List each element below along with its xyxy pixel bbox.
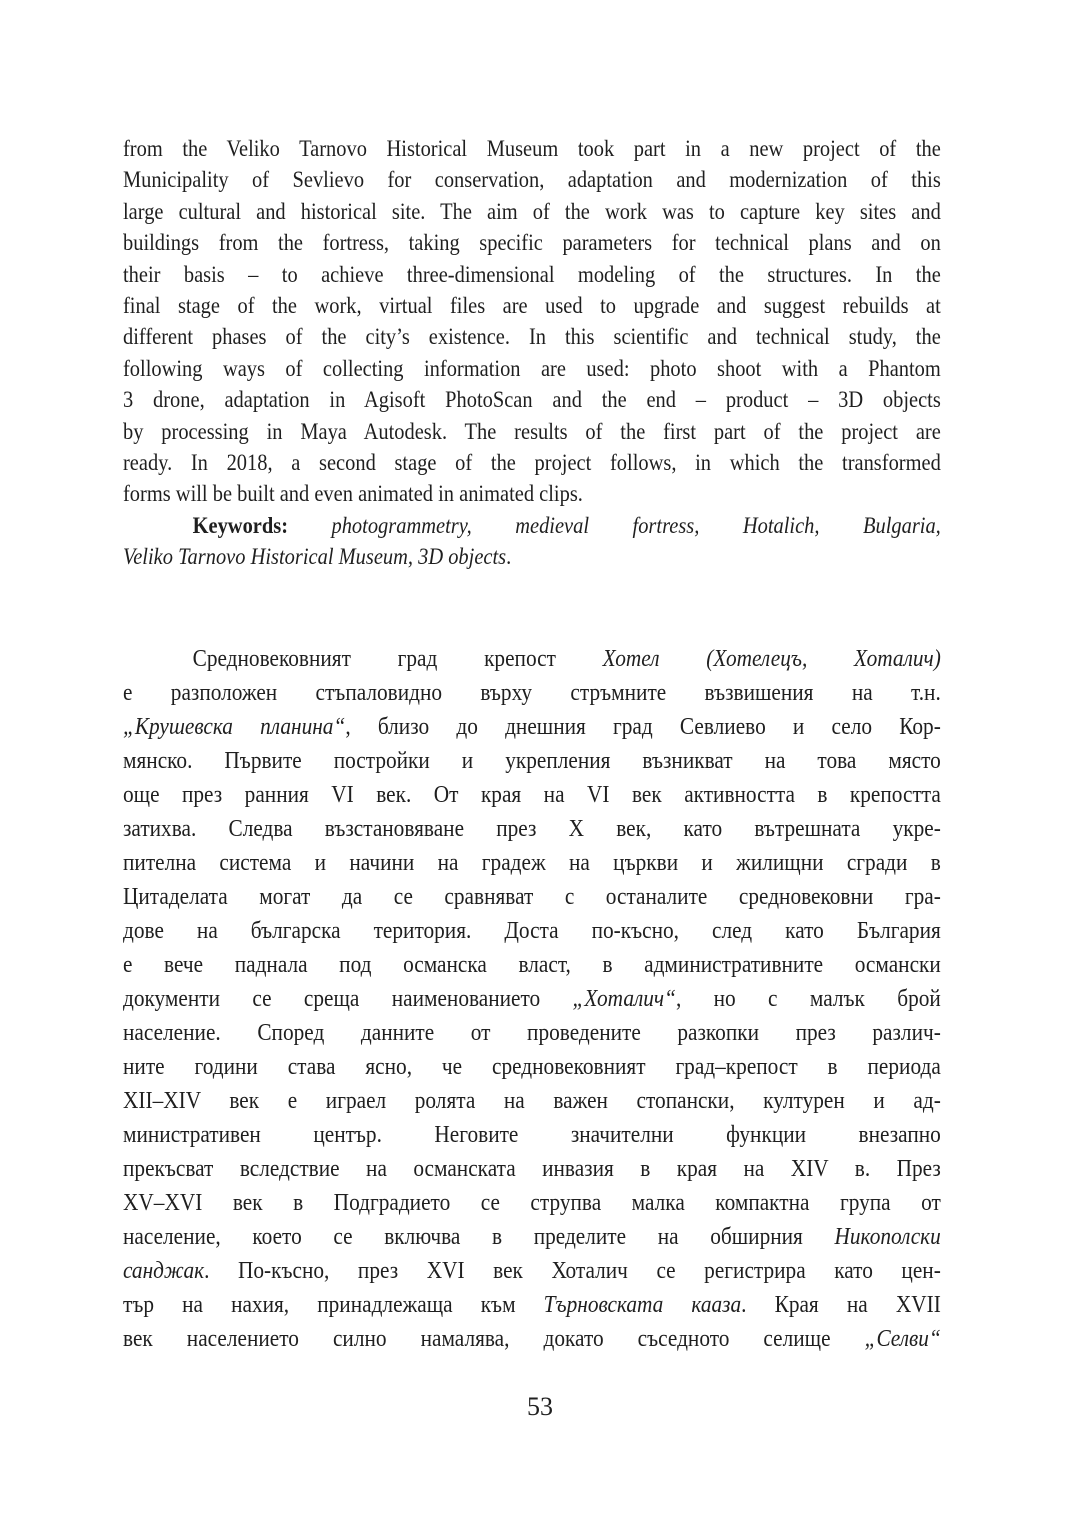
text-segment: пителна система и начини на градеж на църкви и жилищни сгради в <box>123 849 941 876</box>
text-segment: large cultural and historical site. The aim of the work was to capture key sites and <box>123 198 941 225</box>
text-segment: Municipality of Sevlievo for conservation, adaptation and modernization of this <box>123 167 941 194</box>
text-segment: following ways of collecting information are used: photo shoot with a Phantom <box>123 355 941 382</box>
text-segment: different phases of the city’s existence. In this scientific and technical study, the <box>123 324 941 351</box>
text-segment: Keywords: <box>192 513 332 539</box>
text-segment: photogrammetry, medieval fortress, Hotalich, Bulgaria, <box>331 513 941 539</box>
text-segment: население, което се включва в пределите на обширния <box>123 1223 835 1250</box>
text-line <box>123 1322 941 1356</box>
keywords-paragraph <box>123 511 941 574</box>
text-segment: XV–XVI век в Подградието се струпва малка компактна група от <box>123 1189 941 1216</box>
text-segment: „Крушевска планина“ <box>123 713 346 740</box>
text-line <box>123 642 941 676</box>
text-line <box>123 1186 941 1220</box>
text-segment: затихва. Следва възстановяване през X век, като вътрешната укре- <box>123 815 941 842</box>
text-line <box>123 1288 941 1322</box>
text-segment: ните години става ясно, че средновековният град–крепост в периода <box>123 1053 941 1080</box>
text-line <box>123 1050 941 1084</box>
text-line <box>123 1118 941 1152</box>
text-segment: документи се среща наименованието <box>123 985 573 1012</box>
text-segment: Veliko Tarnovo Historical Museum, 3D objects <box>123 544 507 571</box>
text-line <box>123 846 941 880</box>
text-segment: санджак <box>123 1257 205 1284</box>
text-line <box>123 1016 941 1050</box>
text-line <box>123 448 941 479</box>
text-segment: Хотел (Хотелецъ, Хоталич) <box>602 645 941 672</box>
text-segment: 3 drone, adaptation in Agisoft PhotoScan and the end – product – 3D objects <box>123 387 941 414</box>
text-line <box>123 291 941 322</box>
main-text-paragraph <box>123 642 941 1356</box>
text-segment: е вече паднала под османска власт, в административните османски <box>123 951 941 978</box>
text-segment: by processing in Maya Autodesk. The results of the first part of the project are <box>123 418 941 445</box>
text-line <box>123 417 941 448</box>
text-segment: final stage of the work, virtual files are used to upgrade and suggest rebuilds at <box>123 293 941 320</box>
text-segment: Търновската кааза <box>543 1291 742 1318</box>
text-line <box>123 385 941 416</box>
text-line <box>123 982 941 1016</box>
text-line <box>123 134 941 165</box>
text-line <box>123 948 941 982</box>
text-segment: Средновековният град крепост <box>192 645 603 672</box>
text-segment: прекъсват вследствие на османската инвазия в края на XIV в. През <box>123 1155 941 1182</box>
text-segment: ready. In 2018, a second stage of the project follows, in which the transformed <box>123 450 941 477</box>
text-line <box>123 322 941 353</box>
text-line <box>123 479 941 510</box>
text-line <box>123 228 941 259</box>
text-segment: е разположен стъпаловидно върху стръмните възвишения на т.н. <box>123 679 941 706</box>
text-line <box>123 511 941 542</box>
text-line <box>123 165 941 196</box>
text-segment: мянско. Първите постройки и укрепления възникват на това място <box>123 747 941 774</box>
text-segment: министративен център. Неговите значителни функции внезапно <box>123 1121 941 1148</box>
abstract-paragraph <box>123 134 941 511</box>
text-line <box>123 880 941 914</box>
text-segment: . По-късно, през XVI век Хоталич се регистрира като цен- <box>204 1257 941 1284</box>
text-segment: forms will be built and even animated in animated clips. <box>123 481 583 508</box>
text-segment: Никополски <box>834 1223 941 1250</box>
text-segment: дове на българска територия. Доста по-късно, след като България <box>123 917 941 944</box>
text-line <box>123 914 941 948</box>
text-segment: век населението силно намалява, докато съседното селище <box>123 1325 865 1352</box>
text-line <box>123 1152 941 1186</box>
text-line <box>123 354 941 385</box>
text-segment: from the Veliko Tarnovo Historical Museum took part in a new project of the <box>123 136 941 162</box>
page-number: 53 <box>527 1392 553 1421</box>
text-line <box>123 260 941 291</box>
text-line <box>123 542 941 573</box>
text-segment: . <box>506 544 512 571</box>
text-line <box>123 197 941 228</box>
text-line <box>123 1254 941 1288</box>
text-line <box>123 812 941 846</box>
text-segment: „Хоталич“ <box>572 985 676 1012</box>
text-line <box>123 710 941 744</box>
text-line <box>123 1084 941 1118</box>
text-line <box>123 1220 941 1254</box>
text-segment: тър на нахия, принадлежаща към <box>123 1291 544 1318</box>
text-line <box>123 778 941 812</box>
text-segment: buildings from the fortress, taking specific parameters for technical plans and on <box>123 230 941 257</box>
text-segment: , близо до днешния град Севлиево и село Кор- <box>345 713 941 740</box>
text-line <box>123 676 941 710</box>
text-segment: население. Според данните от проведените разкопки през различ- <box>123 1019 941 1046</box>
text-segment: , но с малък брой <box>675 985 941 1012</box>
text-segment: „Селви“ <box>864 1325 941 1352</box>
text-segment: their basis – to achieve three-dimensional modeling of the structures. In the <box>123 261 941 288</box>
text-segment: още през ранния VI век. От края на VI век активността в крепостта <box>123 781 941 808</box>
text-line <box>123 744 941 778</box>
text-segment: XII–XIV век е играел ролята на важен стопански, културен и ад- <box>123 1087 941 1114</box>
text-segment: Цитаделата могат да се сравняват с останалите средновековни гра- <box>123 883 941 910</box>
text-segment: . Края на XVII <box>741 1291 941 1318</box>
